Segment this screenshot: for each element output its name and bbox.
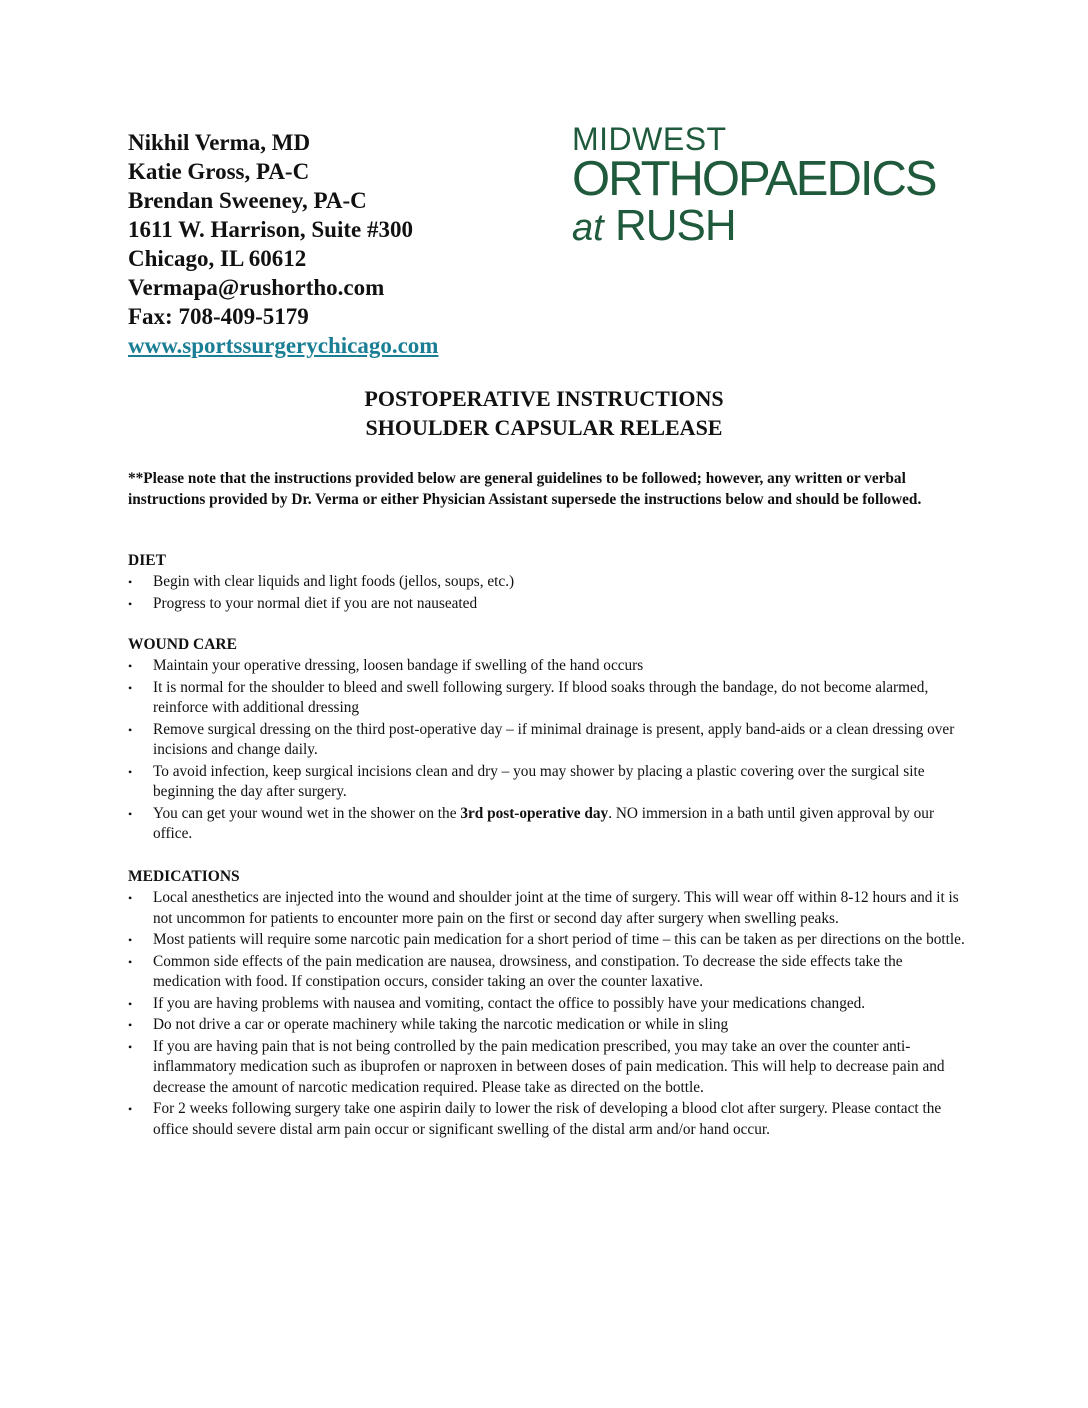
medications-section [128,866,968,1141]
bullet-icon: • [128,806,133,821]
list-item: • If you are having pain that is not being controlled by the pain medication prescribed, you may take an over the counter anti-inflammatory medication such as ibuprofen or naproxen in between doses of pain medication. This will help to decrease pain and decrease the amount of narcotic medication required. Please take as directed on the bottle. [128,1037,945,1096]
list-item: • Do not drive a car or operate machinery while taking the narcotic medication or while in sling [128,1015,968,1036]
website-link[interactable]: www.sportssurgerychicago.com [128,333,439,358]
diet-list [128,572,968,614]
logo-rush: RUSH [614,201,736,250]
list-item: • Local anesthetics are injected into the wound and shoulder joint at the time of surgery. This will wear off within 8-12 hours and it is not uncommon for patients to encounter more pain on the first or second day after surgery when swelling peaks. [128,889,959,927]
logo-line-orthopaedics: ORTHOPAEDICS [572,152,936,206]
bullet-icon: • [128,1102,133,1116]
list-item: • Remove surgical dressing on the third post-operative day – if minimal drainage is present, apply band-aids or a clean dressing over incisions and change daily. [128,720,955,758]
list-item: • Maintain your operative dressing, loosen bandage if swelling of the hand occurs [128,656,968,677]
contact-address: 1611 W. Harrison, Suite #300 [128,217,413,242]
contact-pa-2: Brendan Sweeney, PA-C [128,188,367,213]
bullet-icon: • [128,996,133,1011]
contact-block [128,128,548,360]
list-item: • If you are having problems with nausea and vomiting, contact the office to possibly have your medications changed. [128,994,968,1015]
bullet-icon: • [128,954,133,969]
bullet-icon: • [128,764,133,779]
list-item: • Common side effects of the pain medication are nausea, drowsiness, and constipation. To decrease the side effects take the medication with food. If constipation occurs, consider taking an over the counter laxative. [128,952,903,990]
bullet-icon: • [128,575,133,589]
contact-fax: Fax: 708-409-5179 [128,304,309,329]
contact-email: Vermapa@rushortho.com [128,275,385,300]
logo-at: at [572,207,604,249]
bullet-icon: • [128,659,133,673]
title-line-1: POSTOPERATIVE INSTRUCTIONS [364,386,724,411]
wound-care-list [128,656,968,845]
wound-care-heading: WOUND CARE [128,636,237,653]
bullet-icon: • [128,680,133,695]
bullet-icon: • [128,1018,133,1032]
list-item: • You can get your wound wet in the shower on the 3rd post-operative day. NO immersion in a bath until given approval by our office. [128,804,935,842]
list-item: • Most patients will require some narcotic pain medication for a short period of time – this can be taken as per directions on the bottle. [128,930,968,951]
contact-city: Chicago, IL 60612 [128,246,307,271]
bullet-icon: • [128,722,133,737]
list-item: • Begin with clear liquids and light foods (jellos, soups, etc.) [128,572,968,593]
medications-heading: MEDICATIONS [128,868,240,885]
midwest-orthopaedics-logo [572,122,972,252]
medications-list [128,888,968,1140]
list-item: • For 2 weeks following surgery take one aspirin daily to lower the risk of developing a blood clot after surgery. Please contact the office should severe distal arm pain occur or significant swelling of the distal arm and/or hand occur. [128,1100,942,1138]
bullet-icon: • [128,1039,133,1054]
list-item: • It is normal for the shoulder to bleed and swell following surgery. If blood soaks through the bandage, do not become alarmed, reinforce with additional dressing [128,678,929,716]
emphasis-text: 3rd post-operative day [460,804,609,822]
wound-care-section [128,634,968,846]
bullet-icon: • [128,596,133,611]
diet-section [128,550,968,615]
document-title [0,384,1088,442]
diet-heading: DIET [128,552,166,569]
logo-line-midwest: MIDWEST [572,121,727,157]
title-line-2: SHOULDER CAPSULAR RELEASE [365,415,723,440]
contact-name: Nikhil Verma, MD [128,130,311,155]
contact-pa-1: Katie Gross, PA-C [128,159,310,184]
bullet-icon: • [128,891,133,905]
guidelines-note: **Please note that the instructions provided below are general guidelines to be followed; however, any written or verbal instructions provided by Dr. Verma or either Physician Assistant supersede the instructions below and should be followed. [128,470,922,508]
logo-line-rush [572,202,972,252]
list-item: • To avoid infection, keep surgical incisions clean and dry – you may shower by placing a plastic covering over the surgical site beginning the day after surgery. [128,762,925,800]
list-item: • Progress to your normal diet if you are not nauseated [128,594,968,615]
bullet-icon: • [128,933,133,947]
